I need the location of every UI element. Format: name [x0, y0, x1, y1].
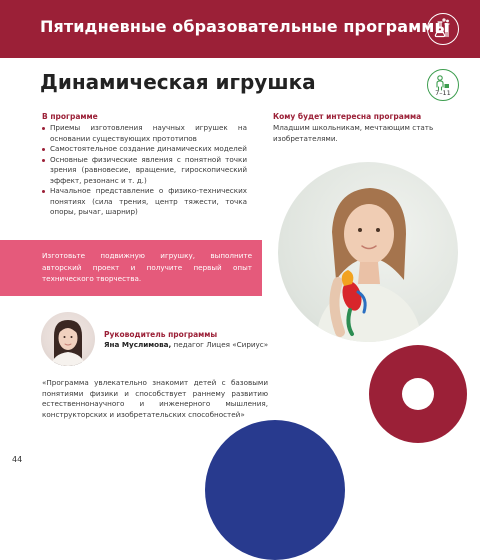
audience-text: Младшим школьникам, мечтающим стать изобретателями. — [273, 123, 434, 143]
leader-role: педагог Лицея «Сириус» — [173, 340, 269, 349]
program-heading: В программе — [42, 112, 98, 121]
decor-ring — [369, 345, 467, 443]
leader-description — [104, 340, 270, 350]
page-title: Динамическая игрушка — [40, 70, 316, 94]
leader-heading: Руководитель программы — [104, 330, 218, 339]
leader-name: Яна Муслимова, — [104, 340, 172, 349]
program-list — [42, 123, 247, 218]
student-photo — [278, 162, 458, 342]
age-range: 7–11 — [435, 89, 451, 97]
goal-text: Изготовьте подвижную игрушку, выполните авторский проект и получите первый опыт технического творчества. — [42, 251, 252, 283]
audience-heading: Кому будет интересна программа — [273, 112, 422, 121]
age-badge — [427, 69, 459, 101]
decor-blue-circle — [205, 420, 345, 560]
list-item: Начальное представление о физико-технических понятиях (сила трения, центр тяжести, точка опоры, рычаг, шарнир) — [42, 186, 247, 218]
page-number: 44 — [12, 455, 23, 464]
science-flask-icon — [427, 13, 459, 45]
list-item: Приемы изготовления научных игрушек на основании существующих прототипов — [42, 123, 247, 144]
leader-photo — [41, 312, 95, 366]
decor-ring-hole — [402, 378, 434, 410]
leader-quote: «Программа увлекательно знакомит детей с базовыми понятиями физики и способствует раннему развитию естественнонаучного и инженерного мышления, конструкторских и изобретательских способностей» — [42, 378, 268, 419]
header-title: Пятидневные образовательные программы — [40, 17, 450, 36]
list-item: Основные физические явления с понятной точки зрения (равновесие, вращение, гироскопический эффект, резонанс и т. д.) — [42, 155, 247, 187]
list-item: Самостоятельное создание динамических моделей — [42, 144, 247, 155]
